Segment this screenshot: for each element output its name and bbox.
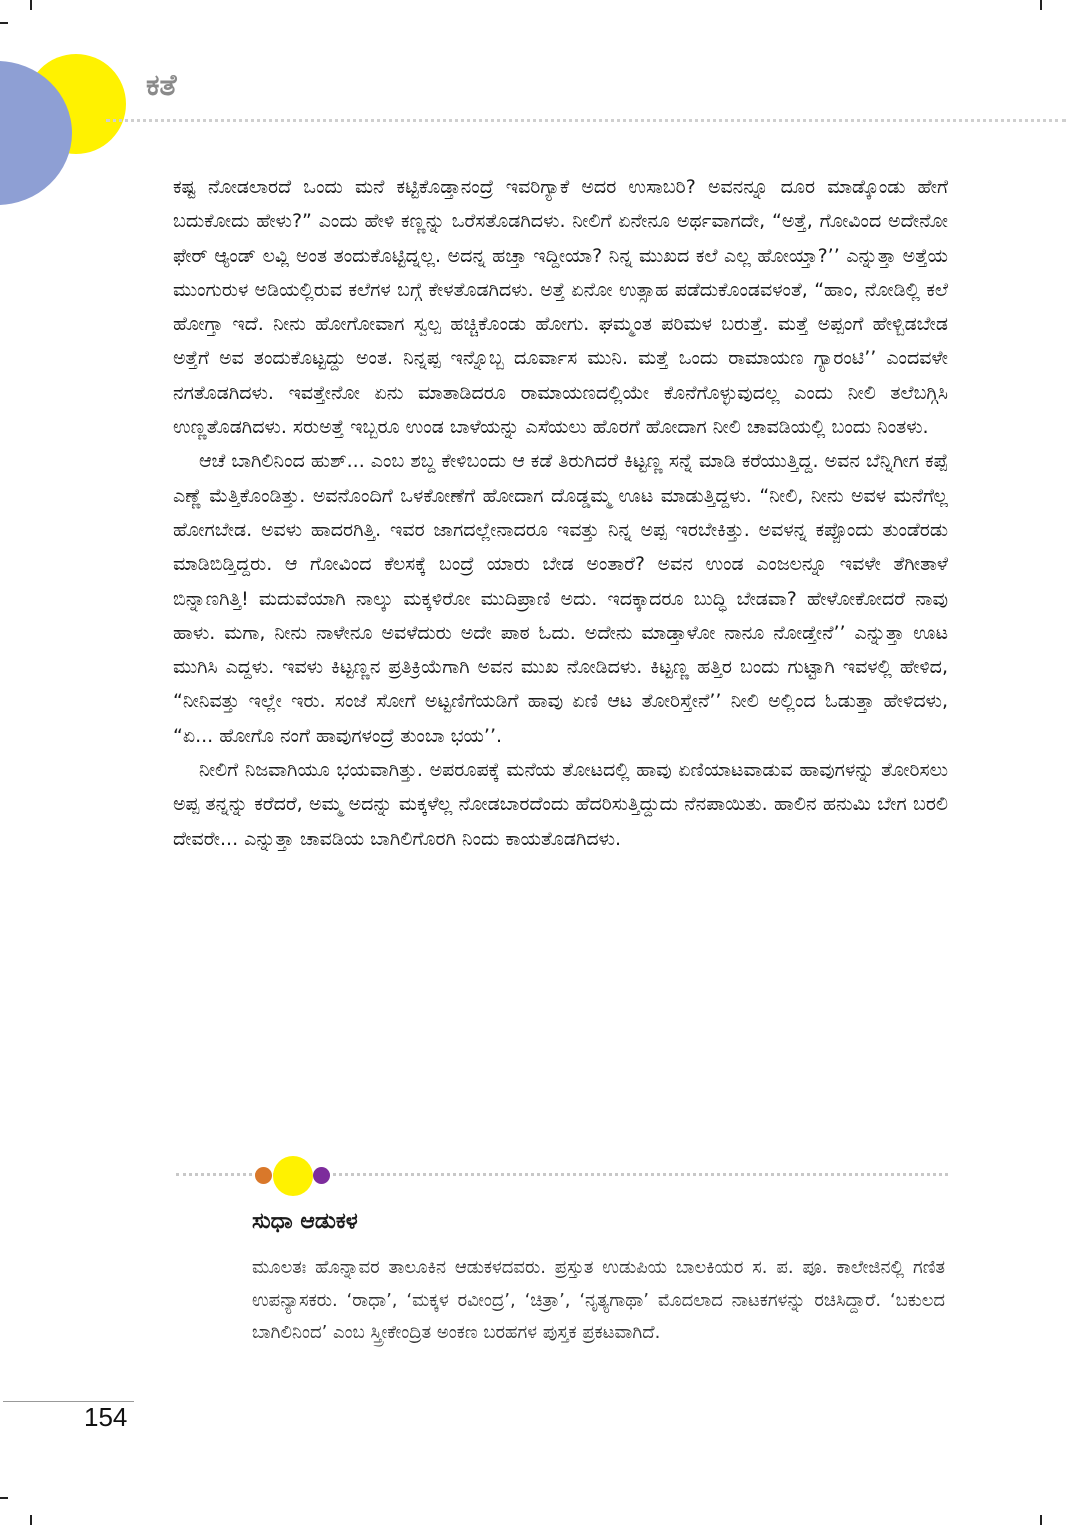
crop-mark	[1040, 1515, 1042, 1525]
separator-yellow-dot	[273, 1156, 313, 1196]
page-number: 154	[84, 1402, 128, 1432]
section-label: ಕತೆ	[146, 68, 177, 103]
story-paragraph: ಕಷ್ಟ ನೋಡಲಾರದೆ ಒಂದು ಮನೆ ಕಟ್ಟಿಕೊಡ್ತಾನಂದ್ರೆ ಇವರಿಗ್ಯಾಕೆ ಅದರ ಉಸಾಬರಿ? ಅವನನ್ನೂ ದೂರ ಮಾಡ್ಕೊಂಡು ಹೇಗೆ ಬದುಕೋದು ಹೇಳು?” ಎಂದು ಹೇಳಿ ಕಣ್ಣನ್ನು ಒರೆಸತೊಡಗಿದಳು. ನೀಲಿಗೆ ಏನೇನೂ ಅರ್ಥವಾಗದೇ, “ಅತ್ತೆ, ಗೋವಿಂದ ಅದೇನೋ ಫೇರ್ ಆ್ಯಂಡ್ ಲವ್ಲಿ ಅಂತ ತಂದುಕೊಟ್ಟಿದ್ನಲ್ಲ. ಅದನ್ನ ಹಚ್ತಾ ಇದ್ದೀಯಾ? ನಿನ್ನ ಮುಖದ ಕಲೆ ಎಲ್ಲ ಹೋಯ್ತಾ?’’ ಎನ್ನುತ್ತಾ ಅತ್ತೆಯ ಮುಂಗುರುಳ ಅಡಿಯಲ್ಲಿರುವ ಕಲೆಗಳ ಬಗ್ಗೆ ಕೇಳತೊಡಗಿದಳು. ಅತ್ತೆ ಏನೋ ಉತ್ಸಾಹ ಪಡೆದುಕೊಂಡವಳಂತೆ, “ಹಾಂ, ನೋಡಿಲ್ಲಿ ಕಲೆ ಹೋಗ್ತಾ ಇದೆ. ನೀನು ಹೋಗೋವಾಗ ಸ್ವಲ್ಪ ಹಚ್ಚಿಕೊಂಡು ಹೋಗು. ಘಮ್ಮಂತ ಪರಿಮಳ ಬರುತ್ತೆ. ಮತ್ತೆ ಅಪ್ಪಂಗೆ ಹೇಳ್ಬಿಡಬೇಡ ಅತ್ತೆಗೆ ಅವ ತಂದುಕೊಟ್ಟದ್ದು ಅಂತ. ನಿನ್ನಪ್ಪ ಇನ್ನೊಬ್ಬ ದೂರ್ವಾಸ ಮುನಿ. ಮತ್ತೆ ಒಂದು ರಾಮಾಯಣ ಗ್ಯಾರಂಟಿ’’ ಎಂದವಳೇ ನಗತೊಡಗಿದಳು. ಇವತ್ತೇನೋ ಏನು ಮಾತಾಡಿದರೂ ರಾಮಾಯಣದಲ್ಲಿಯೇ ಕೊನೆಗೊಳ್ಳುವುದಲ್ಲ ಎಂದು ನೀಲಿ ತಲೆಬಗ್ಗಿಸಿ ಉಣ್ಣತೊಡಗಿದಳು. ಸರುಅತ್ತೆ ಇಬ್ಬರೂ ಉಂಡ ಬಾಳೆಯನ್ನು ಎಸೆಯಲು ಹೊರಗೆ ಹೋದಾಗ ನೀಲಿ ಚಾವಡಿಯಲ್ಲಿ ಬಂದು ನಿಂತಳು.	[173, 176, 948, 439]
crop-mark	[30, 1515, 32, 1525]
crop-mark	[30, 0, 32, 10]
story-paragraph: ಆಚೆ ಬಾಗಿಲಿನಿಂದ ಹುಶ್... ಎಂಬ ಶಬ್ದ ಕೇಳಿಬಂದು ಆ ಕಡೆ ತಿರುಗಿದರೆ ಕಿಟ್ಟಣ್ಣ ಸನ್ನೆ ಮಾಡಿ ಕರೆಯುತ್ತಿದ್ದ. ಅವನ ಬೆನ್ನಿಗೀಗ ಕಪ್ಪೆ ಎಣ್ಣೆ ಮೆತ್ತಿಕೊಂಡಿತ್ತು. ಅವನೊಂದಿಗೆ ಒಳಕೋಣೆಗೆ ಹೋದಾಗ ದೊಡ್ಡಮ್ಮ ಊಟ ಮಾಡುತ್ತಿದ್ದಳು. “ನೀಲಿ, ನೀನು ಅವಳ ಮನೆಗೆಲ್ಲ ಹೋಗಬೇಡ. ಅವಳು ಹಾದರಗಿತ್ತಿ. ಇವರ ಜಾಗದಲ್ಲೇನಾದರೂ ಇವತ್ತು ನಿನ್ನ ಅಪ್ಪ ಇರಬೇಕಿತ್ತು. ಅವಳನ್ನ ಕಪ್ಪೊಂದು ತುಂಡೆರಡು ಮಾಡಿಬಿಡ್ತಿದ್ದರು. ಆ ಗೋವಿಂದ ಕೆಲಸಕ್ಕೆ ಬಂದ್ರೆ ಯಾರು ಬೇಡ ಅಂತಾರೆ? ಅವನ ಉಂಡ ಎಂಜಲನ್ನೂ ಇವಳೇ ತೆಗೀತಾಳೆ ಬಿನ್ನಾಣಗಿತ್ತಿ! ಮದುವೆಯಾಗಿ ನಾಲ್ಕು ಮಕ್ಕಳಿರೋ ಮುದಿಪ್ರಾಣಿ ಅದು. ಇದಕ್ಕಾದರೂ ಬುದ್ಧಿ ಬೇಡವಾ? ಹೇಳೋಕೋದರೆ ನಾವು ಹಾಳು. ಮಗಾ, ನೀನು ನಾಳೇನೂ ಅವಳೆದುರು ಅದೇ ಪಾಠ ಓದು. ಅದೇನು ಮಾಡ್ತಾಳೋ ನಾನೂ ನೋಡ್ತೇನೆ’’ ಎನ್ನುತ್ತಾ ಊಟ ಮುಗಿಸಿ ಎದ್ದಳು. ಇವಳು ಕಿಟ್ಟಣ್ಣನ ಪ್ರತಿಕ್ರಿಯೆಗಾಗಿ ಅವನ ಮುಖ ನೋಡಿದಳು. ಕಿಟ್ಟಣ್ಣ ಹತ್ತಿರ ಬಂದು ಗುಟ್ಟಾಗಿ ಇವಳಲ್ಲಿ ಹೇಳಿದ, “ನೀನಿವತ್ತು ಇಲ್ಲೇ ಇರು. ಸಂಜೆ ಸೋಗೆ ಅಟ್ಟಣಿಗೆಯಡಿಗೆ ಹಾವು ಏಣಿ ಆಟ ತೋರಿಸ್ತೇನೆ’’ ನೀಲಿ ಅಲ್ಲಿಂದ ಓಡುತ್ತಾ ಹೇಳಿದಳು, “ಏ... ಹೋಗೊ ನಂಗೆ ಹಾವುಗಳಂದ್ರೆ ತುಂಬಾ ಭಯ’’.	[173, 450, 948, 747]
story-body	[173, 170, 948, 856]
crop-mark	[0, 1497, 8, 1499]
separator-orange-dot	[255, 1167, 272, 1184]
author-name: ಸುಧಾ ಆಡುಕಳ	[252, 1209, 358, 1234]
crop-mark	[1040, 0, 1042, 10]
separator-purple-dot	[313, 1167, 330, 1184]
crop-mark	[0, 22, 8, 24]
author-bio: ಮೂಲತಃ ಹೊನ್ನಾವರ ತಾಲೂಕಿನ ಆಡುಕಳದವರು. ಪ್ರಸ್ತುತ ಉಡುಪಿಯ ಬಾಲಕಿಯರ ಸ. ಪ. ಪೂ. ಕಾಲೇಜಿನಲ್ಲಿ ಗಣಿತ ಉಪನ್ಯಾಸಕರು. ‘ರಾಧಾ’, ‘ಮಕ್ಕಳ ರವೀಂದ್ರ’, ‘ಚಿತ್ರಾ’, ‘ನೃತ್ಯಗಾಥಾ’ ಮೊದಲಾದ ನಾಟಕಗಳನ್ನು ರಚಿಸಿದ್ದಾರೆ. ‘ಬಕುಲದ ಬಾಗಿಲಿನಿಂದ’ ಎಂಬ ಸ್ತ್ರೀಕೇಂದ್ರಿತ ಅಂಕಣ ಬರಹಗಳ ಪುಸ್ತಕ ಪ್ರಕಟವಾಗಿದೆ.	[252, 1257, 945, 1343]
header-dotted-rule	[106, 119, 1066, 122]
story-paragraph: ನೀಲಿಗೆ ನಿಜವಾಗಿಯೂ ಭಯವಾಗಿತ್ತು. ಅಪರೂಪಕ್ಕೆ ಮನೆಯ ತೋಟದಲ್ಲಿ ಹಾವು ಏಣಿಯಾಟವಾಡುವ ಹಾವುಗಳನ್ನು ತೋರಿಸಲು ಅಪ್ಪ ತನ್ನನ್ನು ಕರೆದರೆ, ಅಮ್ಮ ಅದನ್ನು ಮಕ್ಕಳೆಲ್ಲ ನೋಡಬಾರದೆಂದು ಹೆದರಿಸುತ್ತಿದ್ದುದು ನೆನಪಾಯಿತು. ಹಾಲಿನ ಹನುಮಿ ಬೇಗ ಬರಲಿ ದೇವರೇ... ಎನ್ನುತ್ತಾ ಚಾವಡಿಯ ಬಾಗಿಲಿಗೊರಗಿ ನಿಂದು ಕಾಯತೊಡಗಿದಳು.	[173, 759, 948, 850]
